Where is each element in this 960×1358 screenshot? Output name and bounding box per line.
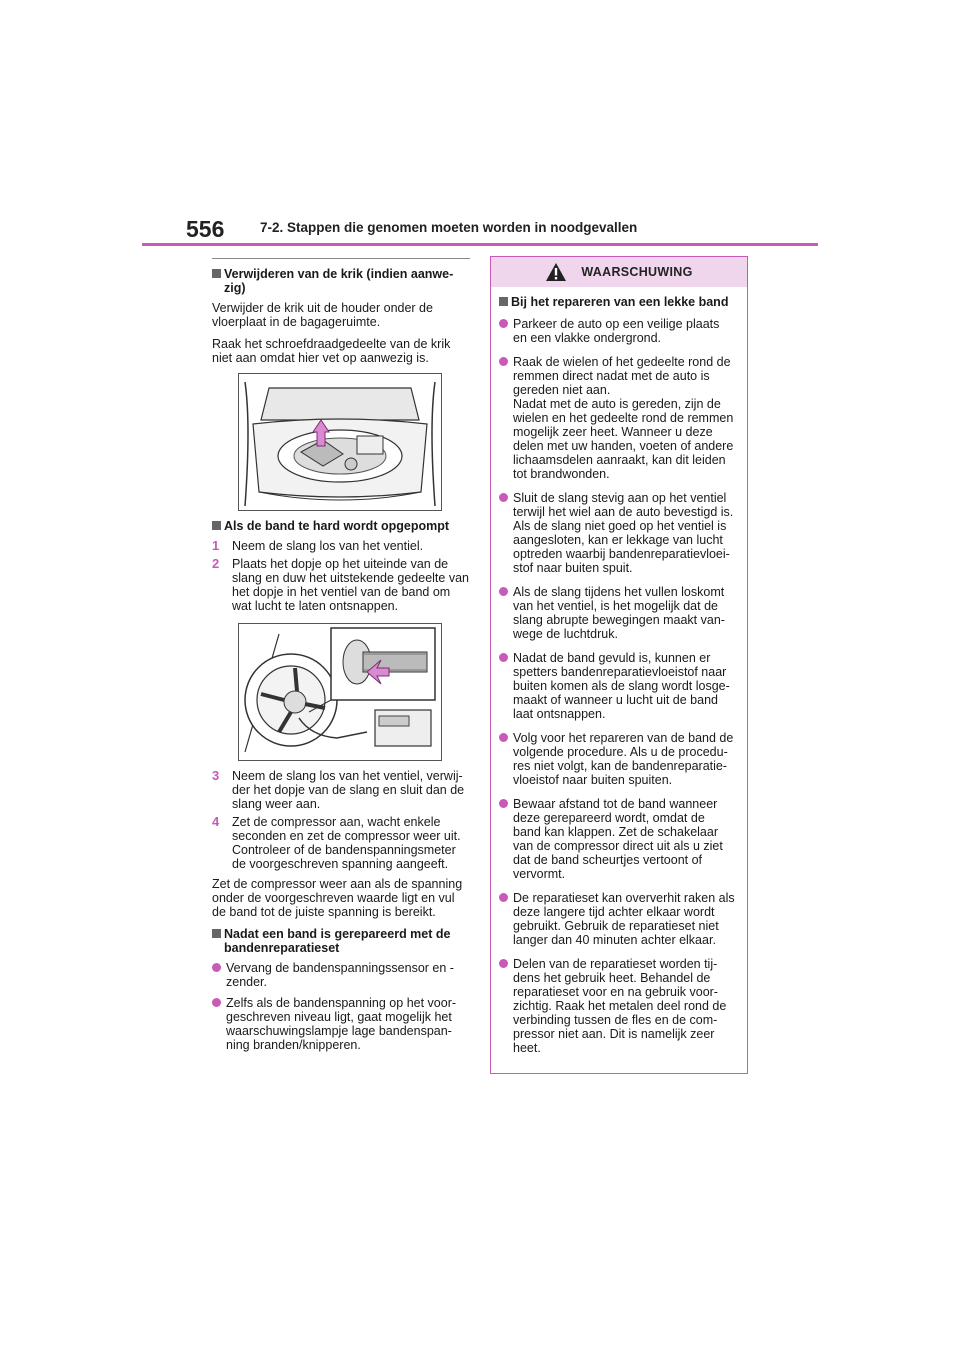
- round-bullet-icon: [499, 493, 508, 502]
- list-item: Als de slang tijdens het vullen loskomt van het ventiel, is het mogelijk dat de slang abrupte bewegingen maakt van-wege de luchtdruk.: [499, 585, 735, 641]
- warning-triangle-icon: [545, 262, 567, 282]
- list-item: Raak de wielen of het gedeelte rond de remmen direct nadat met de auto is gereden niet aan. Nadat met de auto is gereden, zijn de wielen en het gedeelte rond de remmen mogelijk zeer heet. Wanneer u deze delen met uw handen, voeten of andere lichaamsdelen aanraakt, kan dit leiden tot brandwonden.: [499, 355, 735, 481]
- after-repair-heading: Nadat een band is gerepareerd met de bandenreparatieset: [212, 927, 470, 955]
- trunk-jack-illustration: [238, 373, 442, 511]
- deflate-steps-1: [212, 539, 470, 613]
- round-bullet-icon: [499, 587, 508, 596]
- round-bullet-icon: [499, 733, 508, 742]
- round-bullet-icon: [499, 799, 508, 808]
- jack-paragraph-1: Verwijder de krik uit de houder onder de vloerplaat in de bagageruimte.: [212, 301, 433, 329]
- round-bullet-icon: [212, 998, 221, 1007]
- list-item: Parkeer de auto op een veilige plaats en een vlakke ondergrond.: [499, 317, 735, 345]
- square-bullet-icon: [212, 521, 221, 530]
- page-header: [142, 212, 818, 246]
- warning-header: [491, 257, 747, 287]
- page-number: 556: [186, 216, 225, 242]
- step-item: 2 Plaats het dopje op het uiteinde van de slang en duw het uitstekende gedeelte van het dopje in het ventiel van de band om wat lucht te laten ontsnappen.: [212, 556, 469, 613]
- list-item: Volg voor het repareren van de band de volgende procedure. Als u de procedu-res niet volgt, kan de bandenreparatie-vloeistof naar buiten spuiten.: [499, 731, 735, 787]
- step-item: 1 Neem de slang los van het ventiel.: [212, 538, 424, 553]
- column-top-divider: [212, 258, 470, 259]
- warning-heading: Bij het repareren van een lekke band: [499, 295, 735, 309]
- list-item: De reparatieset kan oververhit raken als deze langere tijd achter elkaar wordt gebruikt. Gebruik de reparatieset niet langer dan 40 minuten achter elkaar.: [499, 891, 735, 947]
- jack-removal-heading: Verwijderen van de krik (indien aanwe- zig): [212, 267, 470, 295]
- round-bullet-icon: [499, 959, 508, 968]
- list-item: Vervang de bandenspanningssensor en -zender.: [212, 961, 470, 989]
- overinflated-heading: Als de band te hard wordt opgepompt: [212, 519, 470, 533]
- step-item: 3 Neem de slang los van het ventiel, verwij-der het dopje van de slang en sluit dan de slang weer aan.: [212, 768, 465, 811]
- square-bullet-icon: [499, 297, 508, 306]
- round-bullet-icon: [499, 653, 508, 662]
- square-bullet-icon: [212, 269, 221, 278]
- header-divider: [142, 243, 818, 246]
- round-bullet-icon: [212, 963, 221, 972]
- list-item: Delen van de reparatieset worden tij-dens het gebruik heet. Behandel de reparatieset voor en na gebruik voor-zichtig. Raak het metalen deel rond de verbinding tussen de fles en de com-pressor niet aan. Dit is namelijk zeer heet.: [499, 957, 735, 1055]
- left-column: [212, 258, 470, 1059]
- list-item: Nadat de band gevuld is, kunnen er spetters bandenreparatievloeistof naar buiten komen als de slang wordt losge-maakt of wanneer u lucht uit de band laat ontsnappen.: [499, 651, 735, 721]
- list-item: Zelfs als de bandenspanning op het voor-geschreven niveau ligt, gaat mogelijk het waarschuwingslampje lage bandenspan-ning branden/knipperen.: [212, 996, 470, 1052]
- list-item: Sluit de slang stevig aan op het ventiel terwijl het wiel aan de auto bevestigd is. Als de slang niet goed op het ventiel is aangesloten, kan er lekkage van lucht optreden waarbij bandenreparatievloei-stof naar buiten spuit.: [499, 491, 735, 575]
- after-steps-paragraph: Zet de compressor weer aan als de spanning onder de voorgeschreven waarde ligt en vul de band tot de juiste spanning is bereikt.: [212, 877, 463, 919]
- warning-box: [490, 256, 748, 1074]
- step-item: 4 Zet de compressor aan, wacht enkele seconden en zet de compressor weer uit. Controleer of de bandenspanningsmeter de voorgeschreven spanning aangeeft.: [212, 814, 461, 871]
- jack-paragraph-2: Raak het schroefdraadgedeelte van de krik niet aan omdat hier vet op aanwezig is.: [212, 337, 451, 365]
- round-bullet-icon: [499, 893, 508, 902]
- warning-title: WAARSCHUWING: [581, 265, 693, 279]
- warning-body: [491, 287, 747, 1055]
- round-bullet-icon: [499, 357, 508, 366]
- list-item: Bewaar afstand tot de band wanneer deze gerepareerd wordt, omdat de band kan klappen. Zet de schakelaar van de compressor direct uit als u ziet dat de band scheurtjes vertoont of vervormt.: [499, 797, 735, 881]
- section-title: 7-2. Stappen die genomen moeten worden in noodgevallen: [260, 220, 638, 235]
- deflate-steps-2: [212, 769, 470, 871]
- round-bullet-icon: [499, 319, 508, 328]
- square-bullet-icon: [212, 929, 221, 938]
- valve-hose-illustration: [238, 623, 442, 761]
